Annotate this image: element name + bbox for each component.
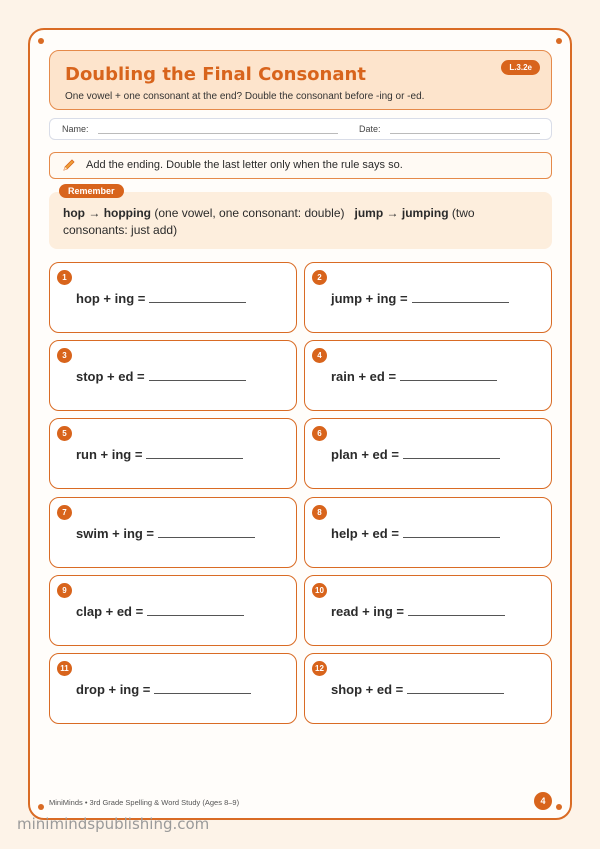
problem-card [304, 575, 552, 646]
problem-text: drop + ing = [76, 682, 151, 697]
instructions-text: Add the ending. Double the last letter only when the rule says so. [86, 159, 403, 171]
arrow: → [88, 206, 101, 220]
example-word: jump [354, 206, 384, 220]
name-date-bar [49, 118, 552, 140]
problem-text: hop + ing = [76, 291, 146, 306]
problem-number: 12 [312, 661, 327, 676]
page-title: Doubling the Final Consonant [65, 64, 366, 85]
example-note: (two consonants: just add) [63, 206, 475, 237]
problem-number: 5 [57, 426, 72, 441]
problem-number: 6 [312, 426, 327, 441]
problem-prompt [331, 526, 500, 541]
problem-text: help + ed = [331, 526, 399, 541]
problem-card [49, 575, 297, 646]
problem-number: 4 [312, 348, 327, 363]
problem-number: 9 [57, 583, 72, 598]
title-banner [49, 50, 552, 110]
answer-blank[interactable] [146, 447, 243, 459]
answer-blank[interactable] [158, 526, 255, 538]
problem-text: stop + ed = [76, 369, 145, 384]
page-number: 4 [534, 792, 552, 810]
answer-blank[interactable] [403, 526, 500, 538]
page-subtitle: One vowel + one consonant at the end? Double the consonant before -ing or -ed. [65, 91, 425, 102]
problem-number: 11 [57, 661, 72, 676]
problem-number: 10 [312, 583, 327, 598]
problem-card [304, 340, 552, 411]
problem-card [49, 653, 297, 724]
problem-card [49, 340, 297, 411]
answer-blank[interactable] [147, 604, 244, 616]
answer-blank[interactable] [149, 369, 246, 381]
answer-blank[interactable] [412, 291, 509, 303]
example-note: (one vowel, one consonant: double) [154, 206, 345, 220]
problem-card [49, 418, 297, 489]
problem-card [304, 653, 552, 724]
problem-prompt [331, 369, 497, 384]
name-field[interactable] [98, 133, 338, 134]
problem-prompt [331, 291, 509, 306]
problem-number: 3 [57, 348, 72, 363]
problem-card [49, 497, 297, 568]
arrow: → [386, 206, 399, 220]
name-label: Name: [62, 124, 89, 134]
problem-number: 1 [57, 270, 72, 285]
problem-prompt [76, 291, 246, 306]
watermark: minimindspublishing.com [17, 815, 210, 833]
problem-card [304, 262, 552, 333]
answer-blank[interactable] [407, 682, 504, 694]
problem-text: clap + ed = [76, 604, 144, 619]
problem-text: read + ing = [331, 604, 404, 619]
answer-blank[interactable] [400, 369, 497, 381]
corner-dot [556, 804, 562, 810]
problem-text: rain + ed = [331, 369, 397, 384]
problem-text: jump + ing = [331, 291, 408, 306]
pencil-icon [62, 158, 76, 175]
example-result: jumping [401, 206, 449, 220]
problem-text: swim + ing = [76, 526, 155, 541]
answer-blank[interactable] [154, 682, 251, 694]
date-field[interactable] [390, 133, 540, 134]
remember-tag: Remember [59, 184, 124, 198]
problem-text: run + ing = [76, 447, 143, 462]
example-result: hopping [103, 206, 152, 220]
problem-text: shop + ed = [331, 682, 404, 697]
problem-number: 8 [312, 505, 327, 520]
problem-prompt [331, 682, 504, 697]
date-label: Date: [359, 124, 381, 134]
corner-dot [38, 804, 44, 810]
footer-text: MiniMinds • 3rd Grade Spelling & Word Study (Ages 8–9) [49, 798, 240, 807]
example-word: hop [63, 206, 85, 220]
problem-prompt [76, 682, 251, 697]
problem-prompt [331, 447, 500, 462]
problem-prompt [76, 447, 243, 462]
answer-blank[interactable] [149, 291, 246, 303]
problem-card [304, 497, 552, 568]
problem-number: 2 [312, 270, 327, 285]
standard-code-badge: L.3.2e [501, 60, 540, 75]
problem-number: 7 [57, 505, 72, 520]
problem-text: plan + ed = [331, 447, 399, 462]
remember-box [49, 186, 552, 249]
problem-prompt [76, 526, 255, 541]
problem-prompt [76, 369, 246, 384]
problem-card [304, 418, 552, 489]
problem-prompt [76, 604, 244, 619]
instructions-box [49, 152, 552, 179]
answer-blank[interactable] [403, 447, 500, 459]
problem-card [49, 262, 297, 333]
answer-blank[interactable] [408, 604, 505, 616]
problem-prompt [331, 604, 505, 619]
remember-text [63, 205, 533, 239]
worksheet-page [28, 28, 572, 820]
